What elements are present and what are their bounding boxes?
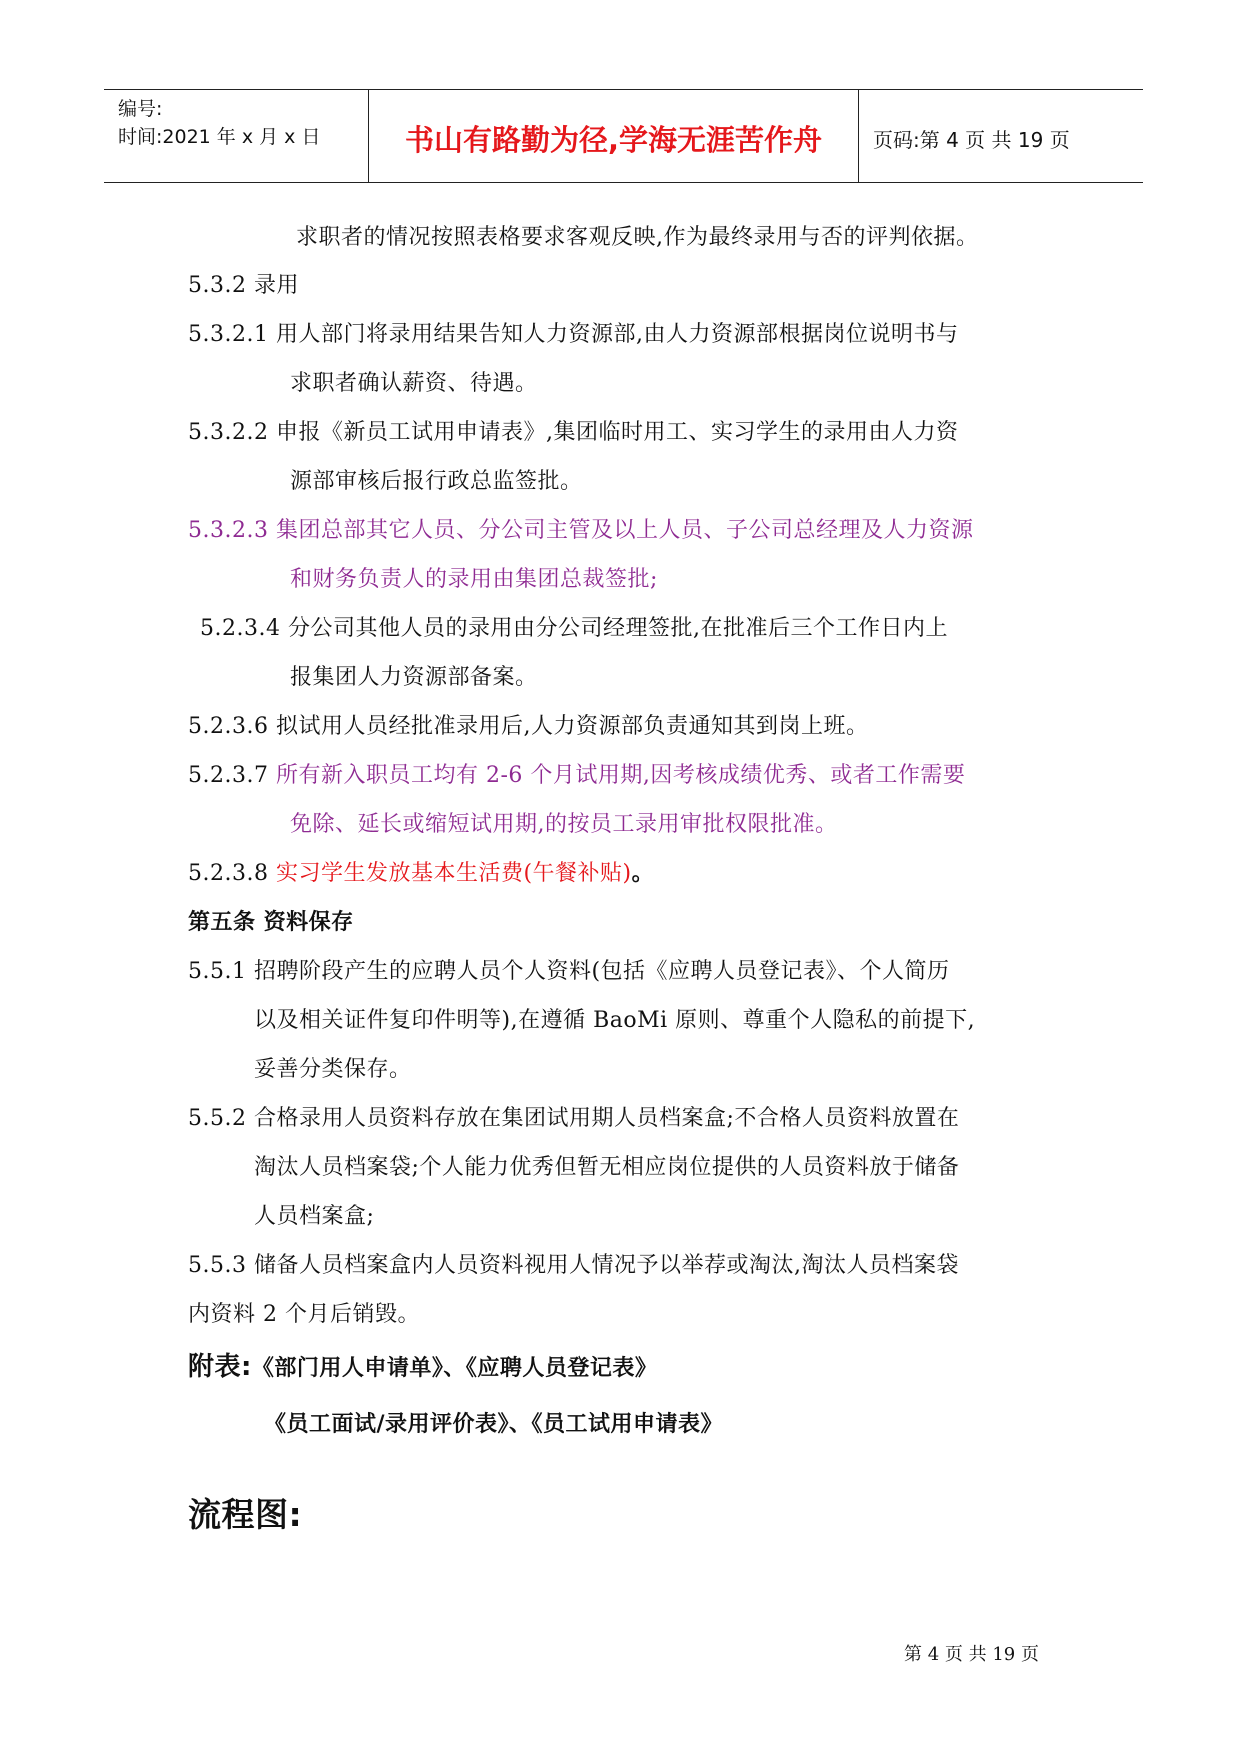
clause-5-5-1-cont2: 妥善分类保存。 (254, 1057, 412, 1082)
clause-5-5-2-cont2: 人员档案盒; (254, 1204, 375, 1229)
clause-5-2-3-4-cont: 报集团人力资源部备案。 (290, 665, 538, 690)
flowchart-title: 流程图: (188, 1495, 303, 1534)
clause-5-5-1-cont: 以及相关证件复印件明等),在遵循 BaoMi 原则、尊重个人隐私的前提下, (254, 1008, 976, 1033)
clause-5-5-3: 5.5.3 储备人员档案盒内人员资料视用人情况予以举荐或淘汰,淘汰人员档案袋 (188, 1253, 959, 1278)
clause-number: 5.2.3.7 (188, 763, 276, 788)
page-footer-number: 第 4 页 共 19 页 (904, 1644, 1039, 1665)
clause-5-3-2-1-cont: 求职者确认薪资、待遇。 (290, 371, 538, 396)
clause-5-2-3-8 (188, 859, 654, 889)
clause-5-2-3-7-cont: 免除、延长或缩短试用期,的按员工录用审批权限批准。 (290, 812, 838, 837)
motto-text: 书山有路勤为径,学海无涯苦作舟 (404, 123, 823, 157)
clause-5-5-1: 5.5.1 招聘阶段产生的应聘人员个人资料(包括《应聘人员登记表》、个人简历 (188, 959, 950, 984)
clause-5-2-3-4: 5.2.3.4 分公司其他人员的录用由分公司经理签批,在批准后三个工作日内上 (200, 616, 948, 641)
clause-5-2-3-7 (188, 761, 965, 791)
attachments-label: 附表: (188, 1352, 252, 1382)
attachments-list-1: 《部门用人申请单》、《应聘人员登记表》 (251, 1356, 658, 1381)
document-time-label: 时间:2021 年 x 月 x 日 (118, 126, 321, 148)
clause-5-3-2-3-cont: 和财务负责人的录用由集团总裁签批; (290, 567, 658, 592)
clause-5-3-2-2-cont: 源部审核后报行政总监签批。 (290, 469, 583, 494)
document-number-label: 编号: (118, 98, 163, 120)
clause-5-5-3-cont: 内资料 2 个月后销毁。 (188, 1302, 420, 1327)
clause-5-3-2-1: 5.3.2.1 用人部门将录用结果告知人力资源部,由人力资源部根据岗位说明书与 (188, 322, 959, 347)
clause-5-2-3-6: 5.2.3.6 拟试用人员经批准录用后,人力资源部负责通知其到岗上班。 (188, 714, 869, 739)
section-heading-5-3-2: 5.3.2 录用 (188, 273, 299, 298)
header-page-number: 页码:第 4 页 共 19 页 (873, 128, 1070, 152)
clause-5-5-2-cont: 淘汰人员档案袋;个人能力优秀但暂无相应岗位提供的人员资料放于储备 (254, 1155, 960, 1180)
clause-5-3-2-3: 5.3.2.3 集团总部其它人员、分公司主管及以上人员、子公司总经理及人力资源 (188, 518, 974, 543)
clause-end-period: 。 (631, 861, 655, 886)
clause-5-2-3-8-text: 实习学生发放基本生活费(午餐补贴) (275, 861, 632, 886)
clause-number: 5.2.3.8 (188, 861, 276, 886)
header-motto-cell (369, 90, 859, 182)
clause-5-2-3-7-text: 所有新入职员工均有 2-6 个月试用期,因考核成绩优秀、或者工作需要 (275, 763, 966, 788)
header-page-cell (859, 90, 1143, 182)
paragraph-line: 求职者的情况按照表格要求客观反映,作为最终录用与否的评判依据。 (296, 225, 979, 250)
clause-5-3-2-2: 5.3.2.2 申报《新员工试用申请表》,集团临时用工、实习学生的录用由人力资 (188, 420, 959, 445)
header-meta-cell (104, 90, 369, 182)
clause-5-5-2: 5.5.2 合格录用人员资料存放在集团试用期人员档案盒;不合格人员资料放置在 (188, 1106, 960, 1131)
attachments-list-2: 《员工面试/录用评价表》、《员工试用申请表》 (264, 1412, 724, 1437)
attachments-line (188, 1352, 657, 1384)
article-5-heading: 第五条 资料保存 (188, 910, 354, 935)
page-header (104, 89, 1143, 183)
